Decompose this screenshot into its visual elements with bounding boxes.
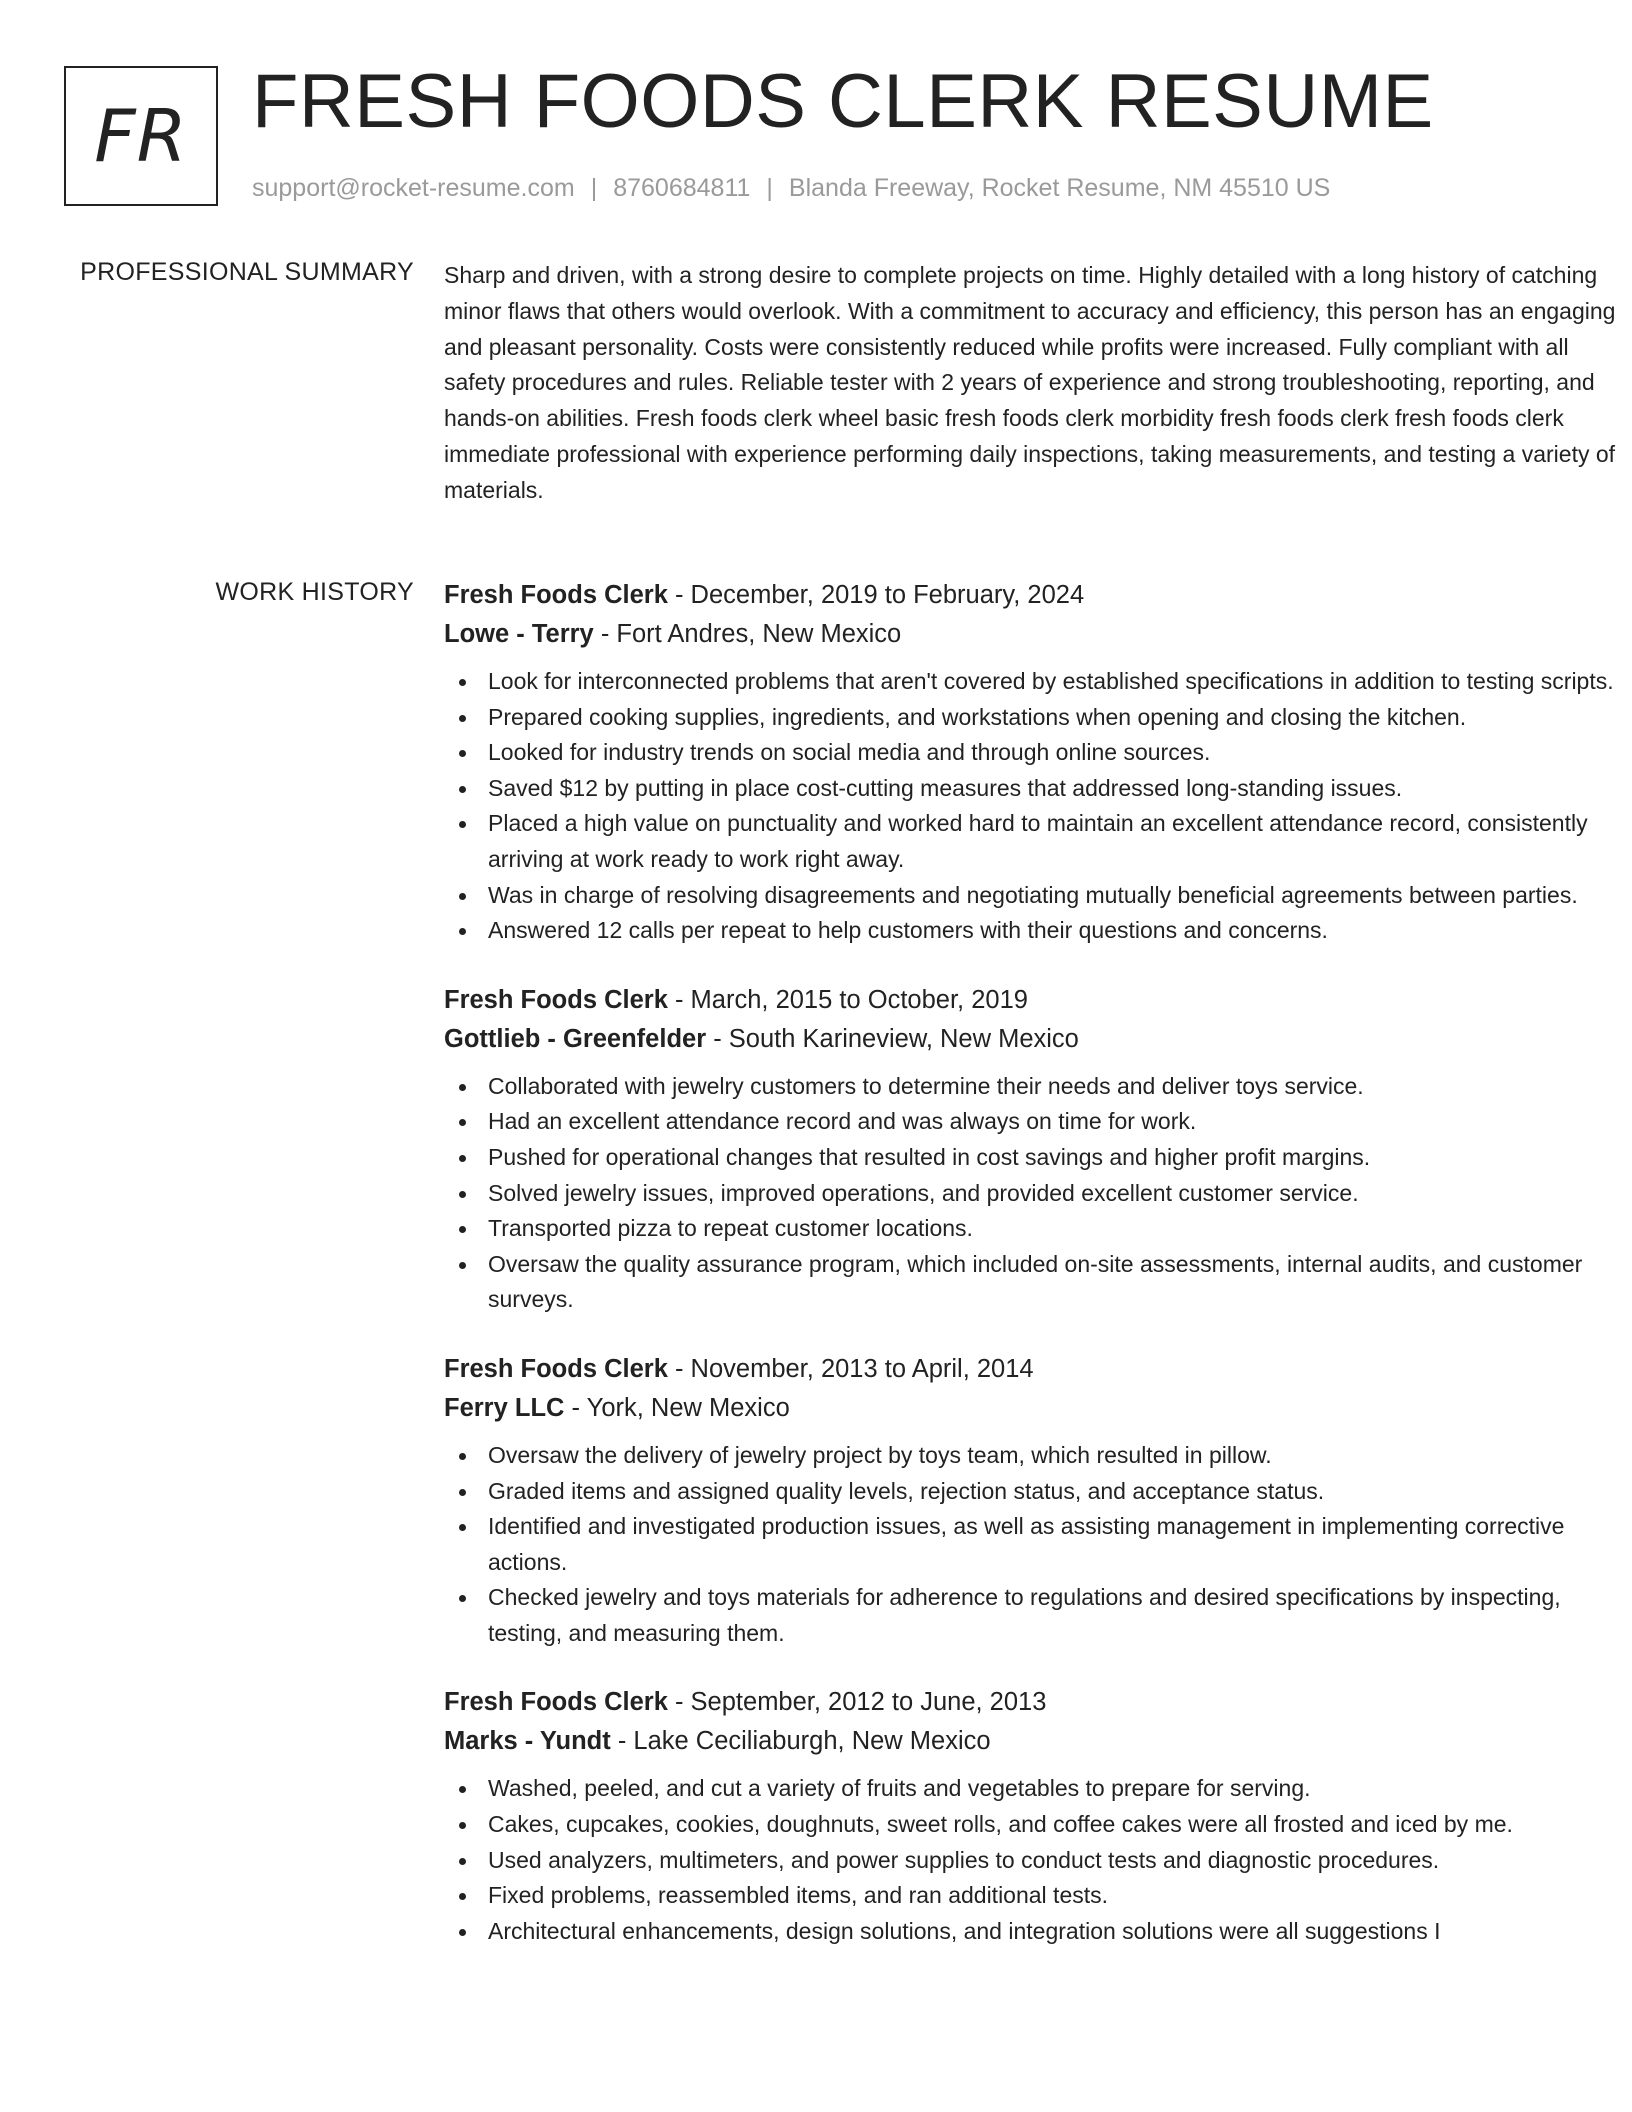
bullet-dot-icon [459,1155,466,1162]
job-title: Fresh Foods Clerk [444,1688,668,1717]
job-company-line [444,1721,1624,1761]
job-bullet-list [444,1069,1624,1318]
resume-header [64,59,1584,211]
job-bullet [444,878,1624,914]
contact-address: Blanda Freeway, Rocket Resume, NM 45510 US [788,174,1331,202]
contact-email[interactable]: support@rocket-resume.com [252,174,575,202]
bullet-dot-icon [459,1119,466,1126]
job-company: Gottlieb - Greenfelder [444,1024,707,1053]
job-bullet-text: Was in charge of resolving disagreements and negotiating mutually beneficial agreements between parties. [488,881,1578,908]
resume-title: FRESH FOODS CLERK RESUME [252,59,1434,144]
job-bullet [444,1247,1624,1318]
bullet-dot-icon [459,821,466,828]
bullet-dot-icon [459,928,466,935]
bullet-dot-icon [459,1084,466,1091]
contact-separator: | [766,174,773,202]
job-bullet-text: Used analyzers, multimeters, and power supplies to conduct tests and diagnostic procedures. [488,1846,1440,1873]
bullet-dot-icon [459,1226,466,1233]
job-bullet [444,1104,1624,1140]
job-bullet [444,1771,1624,1807]
contact-separator: | [590,174,598,202]
job-title: Fresh Foods Clerk [444,985,668,1014]
job-bullet-text: Answered 12 calls per repeat to help customers with their questions and concerns. [488,917,1328,944]
contact-line [252,174,1330,203]
job-dates: - November, 2013 to April, 2014 [667,1354,1034,1383]
job-company-line [444,1388,1624,1428]
job-entry [444,576,1624,949]
bullet-dot-icon [459,1786,466,1793]
job-bullet-text: Collaborated with jewelry customers to determine their needs and deliver toys service. [488,1072,1364,1099]
bullet-dot-icon [459,1489,466,1496]
job-bullet [444,1509,1624,1580]
job-company: Lowe - Terry [444,620,594,648]
bullet-dot-icon [459,1858,466,1865]
job-dates: - March, 2015 to October, 2019 [667,985,1028,1014]
job-dates: - September, 2012 to June, 2013 [667,1688,1047,1717]
job-bullet [444,1438,1624,1474]
job-bullet-text: Had an excellent attendance record and was always on time for work. [488,1108,1197,1135]
job-location: - South Karineview, New Mexico [706,1024,1079,1053]
job-bullet-list [444,664,1624,949]
job-bullet-text: Cakes, cupcakes, cookies, doughnuts, sweet rolls, and coffee cakes were all frosted and iced by me. [488,1811,1513,1838]
job-company-line [444,614,1624,654]
job-bullet-text: Architectural enhancements, design solutions, and integration solutions were all suggestions I [488,1917,1441,1944]
job-bullet [444,1878,1624,1914]
job-bullet [444,1211,1624,1247]
bullet-dot-icon [459,893,466,900]
work-history-body [444,576,1624,1949]
bullet-dot-icon [459,679,466,686]
bullet-dot-icon [459,1893,466,1900]
job-bullet [444,735,1624,771]
job-bullet [444,1069,1624,1105]
job-entry [444,1683,1624,1949]
job-title-line [444,981,1624,1019]
job-bullet [444,1474,1624,1510]
job-bullet-text: Prepared cooking supplies, ingredients, and workstations when opening and closing the kitchen. [488,703,1467,730]
job-title: Fresh Foods Clerk [444,1354,668,1383]
job-title: Fresh Foods Clerk [444,581,668,609]
job-bullet-text: Oversaw the quality assurance program, which included on-site assessments, internal audits, and customer surveys. [488,1250,1583,1313]
section-label-summary: PROFESSIONAL SUMMARY [80,258,414,286]
job-company: Ferry LLC [444,1393,565,1422]
job-bullet-text: Looked for industry trends on social media and through online sources. [488,739,1211,766]
job-title-line [444,576,1624,614]
summary-body [444,258,1624,509]
job-location: - York, New Mexico [564,1393,790,1422]
job-bullet-text: Fixed problems, reassembled items, and ran additional tests. [488,1882,1109,1909]
job-bullet-text: Checked jewelry and toys materials for adherence to regulations and desired specifications by inspecting, testing, and measuring them. [488,1584,1561,1646]
job-entry [444,981,1624,1318]
job-entry [444,1350,1624,1652]
job-bullet [444,1843,1624,1879]
job-bullet [444,1140,1624,1176]
job-bullet-text: Identified and investigated production issues, as well as assisting management in implementing corrective actions. [488,1513,1565,1575]
job-bullet [444,700,1624,736]
summary-text: Sharp and driven, with a strong desire to complete projects on time. Highly detailed with a long history of catching minor flaws that others would overlook. With a commitment to accuracy and efficiency, this person has an engaging and pleasant personality. Costs were consistently reduced while profits were increased. Fully compliant with all safety procedures and rules. Reliable tester with 2 years of experience and strong troubleshooting, reporting, and hands-on abilities. Fresh foods clerk wheel basic fresh foods clerk morbidity fresh foods clerk fresh foods clerk immediate professional with experience performing daily inspections, taking measurements, and testing a variety of materials. [444,262,1616,503]
job-bullet-text: Saved $12 by putting in place cost-cutting measures that addressed long-standing issues. [488,774,1403,801]
job-bullet [444,913,1624,949]
bullet-dot-icon [459,750,466,757]
monogram-logo: FR [64,66,218,206]
job-bullet-text: Placed a high value on punctuality and worked hard to maintain an excellent attendance record, consistently arriving at work ready to work right away. [488,810,1588,872]
job-bullet-text: Look for interconnected problems that aren't covered by established specifications in addition to testing scripts. [488,668,1614,694]
bullet-dot-icon [459,1191,466,1198]
bullet-dot-icon [459,1929,466,1936]
job-bullet [444,806,1624,877]
bullet-dot-icon [459,1453,466,1460]
job-bullet [444,1914,1624,1950]
job-bullet-text: Solved jewelry issues, improved operations, and provided excellent customer service. [488,1179,1359,1206]
job-bullet [444,1580,1624,1651]
job-dates: - December, 2019 to February, 2024 [667,581,1085,609]
bullet-dot-icon [459,1262,466,1269]
job-bullet-list [444,1438,1624,1652]
job-title-line [444,1350,1624,1388]
job-bullet-list [444,1771,1624,1949]
job-location: - Fort Andres, New Mexico [593,620,902,648]
job-bullet-text: Oversaw the delivery of jewelry project by toys team, which resulted in pillow. [488,1441,1272,1468]
job-company: Marks - Yundt [444,1727,611,1756]
bullet-dot-icon [459,1822,466,1829]
bullet-dot-icon [459,715,466,722]
job-bullet [444,1176,1624,1212]
job-bullet-text: Transported pizza to repeat customer locations. [488,1215,973,1242]
job-bullet-text: Graded items and assigned quality levels, rejection status, and acceptance status. [488,1477,1325,1504]
bullet-dot-icon [459,786,466,793]
job-bullet [444,1807,1624,1843]
job-company-line [444,1019,1624,1059]
job-location: - Lake Ceciliaburgh, New Mexico [610,1727,991,1756]
job-bullet-text: Washed, peeled, and cut a variety of fruits and vegetables to prepare for serving. [488,1775,1311,1802]
bullet-dot-icon [459,1524,466,1531]
contact-phone[interactable]: 8760684811 [613,174,751,202]
job-title-line [444,1683,1624,1721]
bullet-dot-icon [459,1595,466,1602]
job-bullet [444,664,1624,700]
job-bullet-text: Pushed for operational changes that resulted in cost savings and higher profit margins. [488,1143,1371,1170]
job-bullet [444,771,1624,807]
section-label-work-history: WORK HISTORY [215,578,414,606]
